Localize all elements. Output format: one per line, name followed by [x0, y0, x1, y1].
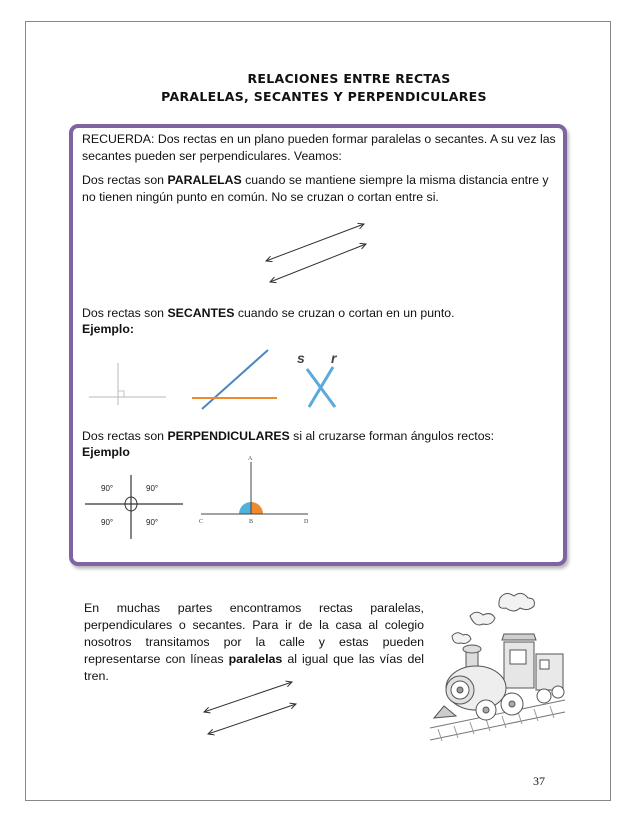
parallel-line-lower [270, 244, 366, 282]
point-d: D [304, 519, 309, 525]
paralelas-prefix: Dos rectas son [82, 173, 168, 187]
perpendiculares-prefix: Dos rectas son [82, 429, 168, 443]
train-illustration [430, 588, 565, 748]
angle-label-4: 90° [146, 518, 159, 527]
page-number: 37 [533, 774, 545, 788]
angle-label-1: 90° [101, 484, 114, 493]
lower-text-before: En muchas partes encontramos rectas paralelas, perpendiculares o secantes. Para ir de la casa al colegio nosotros transitamos por la calle y estas pueden representarse con líneas [84, 601, 424, 666]
secantes-definition [82, 305, 560, 322]
secant-example-3 [291, 349, 371, 411]
parallel-lines-diagram [262, 218, 372, 288]
paralelas-definition [82, 172, 560, 205]
secantes-suffix: cuando se cruzan o cortan en un punto. [234, 306, 455, 320]
parallel-line-upper [266, 224, 364, 261]
angle-label-3: 90° [101, 518, 114, 527]
perpendiculares-suffix: si al cruzarse forman ángulos rectos: [289, 429, 495, 443]
point-b: B [249, 519, 254, 525]
paralelas-term: PARALELAS [167, 173, 242, 187]
secantes-example-label: Ejemplo: [82, 322, 134, 336]
secantes-term: SECANTES [167, 306, 235, 320]
secantes-prefix: Dos rectas son [82, 306, 168, 320]
page-title-line1: RELACIONES ENTRE RECTAS [247, 71, 451, 86]
intro-text: RECUERDA: Dos rectas en un plano pueden formar paralelas o secantes. A su vez las secantes pueden ser perpendiculares. Veamos: [82, 132, 556, 163]
page-title-line2: PARALELAS, SECANTES Y PERPENDICULARES [161, 89, 487, 104]
perpendicular-example-2 [196, 452, 316, 528]
secant-example-1 [84, 355, 169, 410]
blue-line [202, 350, 268, 409]
lower-term: paralelas [228, 652, 283, 666]
lower-parallel-lines-diagram [200, 678, 300, 738]
perpendicular-example-1 [83, 473, 185, 543]
perpendiculares-term: PERPENDICULARES [167, 429, 290, 443]
perpendiculares-definition [82, 428, 560, 445]
lower-paragraph [84, 600, 424, 685]
angle-label-2: 90° [146, 484, 159, 493]
paralelas-suffix: cuando se mantiene siempre la misma distancia entre y no tienen ningún punto en común. No se cruzan o cortan entre si. [82, 173, 549, 204]
perpendiculares-example-label: Ejemplo [82, 445, 130, 459]
lower-text-after: al igual que las vías del tren. [84, 652, 425, 683]
point-c: C [199, 519, 204, 525]
label-r: r [331, 350, 337, 366]
point-a: A [248, 456, 253, 462]
label-s: s [297, 350, 305, 366]
secant-example-2 [190, 347, 280, 412]
